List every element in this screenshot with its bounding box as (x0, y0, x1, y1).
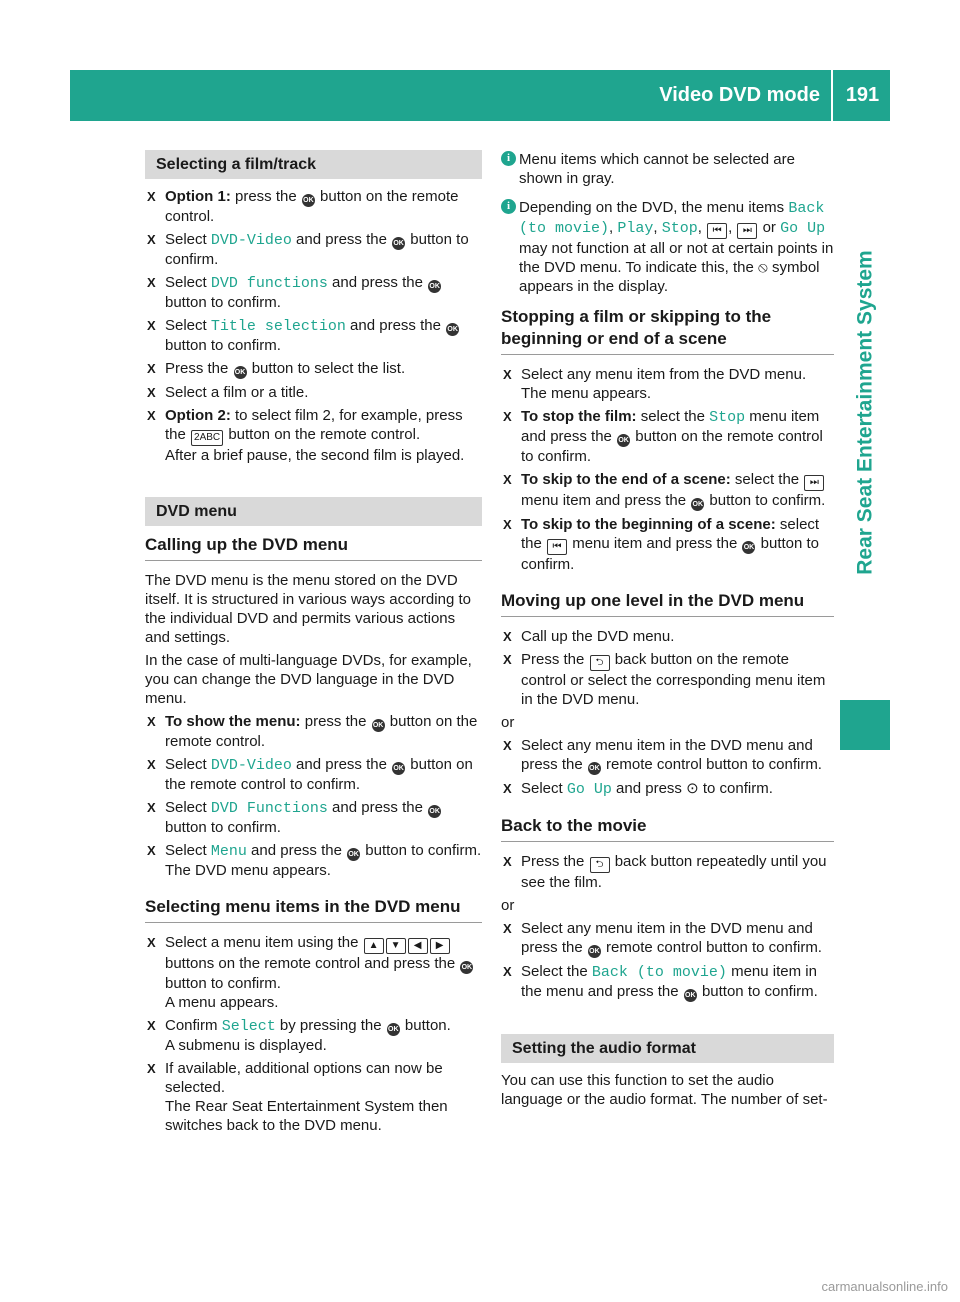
paragraph: You can use this function to set the audio language or the audio format. The number of set- (501, 1072, 828, 1108)
right-column (501, 150, 834, 1113)
step: X Select Menu and press the OK button to confirm. The DVD menu appears. (145, 841, 482, 880)
section-heading: Selecting menu items in the DVD menu (145, 896, 482, 923)
section-band-selecting-film: Selecting a film/track (145, 150, 482, 179)
ok-button-icon: OK (691, 498, 704, 511)
step: X Call up the DVD menu. (501, 627, 834, 646)
ok-button-icon: OK (588, 762, 601, 775)
header-bar (70, 70, 890, 121)
section-heading: Stopping a film or skipping to the beginning or end of a scene (501, 306, 834, 355)
step: X Press the ⮌ back button on the remote control or select the corresponding menu item in the DVD menu. (501, 650, 834, 709)
side-tab-label: Rear Seat Entertainment System (853, 249, 877, 575)
menu-item-label: Select (221, 1018, 276, 1035)
ok-button-icon: OK (617, 434, 630, 447)
arrow-up-icon: ▲ (364, 938, 384, 954)
side-tab-block (840, 700, 890, 750)
ok-button-icon: OK (460, 961, 473, 974)
info-icon: i (501, 199, 516, 214)
section-heading: Calling up the DVD menu (145, 534, 482, 561)
menu-item-label: Back (to movie) (591, 964, 727, 981)
step: X To skip to the beginning of a scene: select the ⏮ menu item and press the OK button to confirm. (501, 515, 834, 574)
step: X Option 1: press the OK button on the remote control. (145, 187, 482, 226)
info-note: i Depending on the DVD, the menu items Back (to movie), Play, Stop, ⏮ , ⏭ or Go Up may not function at all or not at certain points in the DVD menu. To indicate this, the ⦸ symbol appears in the display. (501, 198, 834, 296)
step: X Select a menu item using the ▲ ▼ ◀ ▶ buttons on the remote control and press the OK button to confirm. A menu appears. (145, 933, 482, 1012)
section-band-dvd-menu: DVD menu (145, 497, 482, 526)
ok-button-icon: OK (588, 945, 601, 958)
menu-item-label: Play (617, 220, 654, 237)
back-icon: ⮌ (590, 655, 610, 671)
page-number: 191 (845, 84, 880, 106)
ok-button-icon: OK (684, 989, 697, 1002)
menu-item-label: Go Up (566, 781, 612, 798)
ok-button-icon: OK (392, 237, 405, 250)
section-heading: Back to the movie (501, 815, 834, 842)
menu-item-label: Menu (210, 843, 247, 860)
paragraph: The DVD menu is the menu stored on the DVD itself. It is structured in various ways according to the individual DVD and permits various actions and settings. (145, 572, 471, 646)
section-band-audio-format: Setting the audio format (501, 1034, 834, 1063)
ok-button-icon: OK (347, 848, 360, 861)
step: X Select DVD Functions and press the OK button to confirm. (145, 798, 482, 837)
ok-button-icon: OK (372, 719, 385, 732)
step: X Select any menu item in the DVD menu and press the OK remote control button to confirm. (501, 919, 834, 958)
number-2-key-icon: 2ABC (191, 430, 223, 446)
arrow-left-icon: ◀ (408, 938, 428, 954)
step: X Press the OK button to select the list. (145, 359, 482, 379)
ok-button-icon: OK (446, 323, 459, 336)
step: X Select any menu item from the DVD menu. The menu appears. (501, 365, 834, 403)
ok-button-icon: OK (302, 194, 315, 207)
step: X To stop the film: select the Stop menu item and press the OK button on the remote control to confirm. (501, 407, 834, 466)
step: X Select any menu item in the DVD menu and press the OK remote control button to confirm. (501, 736, 834, 775)
step: X Select DVD-Video and press the OK button on the remote control to confirm. (145, 755, 482, 794)
info-note: i Menu items which cannot be selected are shown in gray. (501, 150, 834, 188)
controller-knob-icon: ⊙ (686, 780, 699, 797)
menu-item-label: Stop (709, 409, 746, 426)
header-divider (831, 70, 833, 121)
skip-back-icon: ⏮ (707, 223, 727, 239)
info-icon: i (501, 151, 516, 166)
or-label: or (501, 897, 515, 914)
step: X Select Go Up and press ⊙ to confirm. (501, 779, 834, 799)
left-column (145, 150, 482, 1139)
step: X Select DVD-Video and press the OK button to confirm. (145, 230, 482, 269)
menu-item-label: Go Up (780, 220, 826, 237)
side-tab (840, 122, 890, 702)
step: X To skip to the end of a scene: select the ⏭ menu item and press the OK button to confirm. (501, 470, 834, 511)
ok-button-icon: OK (387, 1023, 400, 1036)
section-heading: Moving up one level in the DVD menu (501, 590, 834, 617)
step: X Confirm Select by pressing the OK button. A submenu is displayed. (145, 1016, 482, 1055)
prohibited-icon: ⦸ (758, 259, 768, 276)
arrow-right-icon: ▶ (430, 938, 450, 954)
ok-button-icon: OK (428, 280, 441, 293)
ok-button-icon: OK (392, 762, 405, 775)
ok-button-icon: OK (428, 805, 441, 818)
menu-item-label: Title selection (210, 318, 346, 335)
step: X Select a film or a title. (145, 383, 482, 402)
skip-forward-icon: ⏭ (737, 223, 757, 239)
step: X To show the menu: press the OK button on the remote control. (145, 712, 482, 751)
paragraph: In the case of multi-language DVDs, for example, you can change the DVD language in the DVD menu. (145, 652, 472, 707)
menu-item-label: Stop (661, 220, 698, 237)
step: X Press the ⮌ back button repeatedly until you see the film. (501, 852, 834, 892)
step: X If available, additional options can now be selected. The Rear Seat Entertainment System then switches back to the DVD menu. (145, 1059, 482, 1135)
skip-forward-icon: ⏭ (804, 475, 824, 491)
skip-back-icon: ⏮ (547, 539, 567, 555)
step: X Select Title selection and press the OK button to confirm. (145, 316, 482, 355)
ok-button-icon: OK (234, 366, 247, 379)
menu-item-label: DVD Functions (210, 800, 328, 817)
step: X Select DVD functions and press the OK button to confirm. (145, 273, 482, 312)
page-title: Video DVD mode (659, 84, 820, 106)
or-label: or (501, 714, 515, 731)
menu-item-label: DVD functions (210, 275, 328, 292)
step: X Option 2: to select film 2, for example, press the 2ABC button on the remote control. After a brief pause, the second film is played. (145, 406, 482, 465)
watermark: carmanualsonline.info (821, 1279, 948, 1294)
menu-item-label: Back (to movie) (519, 200, 825, 237)
ok-button-icon: OK (742, 541, 755, 554)
back-icon: ⮌ (590, 857, 610, 873)
arrow-down-icon: ▼ (386, 938, 406, 954)
step: X Select the Back (to movie) menu item in the menu and press the OK button to confirm. (501, 962, 834, 1002)
menu-item-label: DVD-Video (210, 757, 292, 774)
menu-item-label: DVD-Video (210, 232, 292, 249)
